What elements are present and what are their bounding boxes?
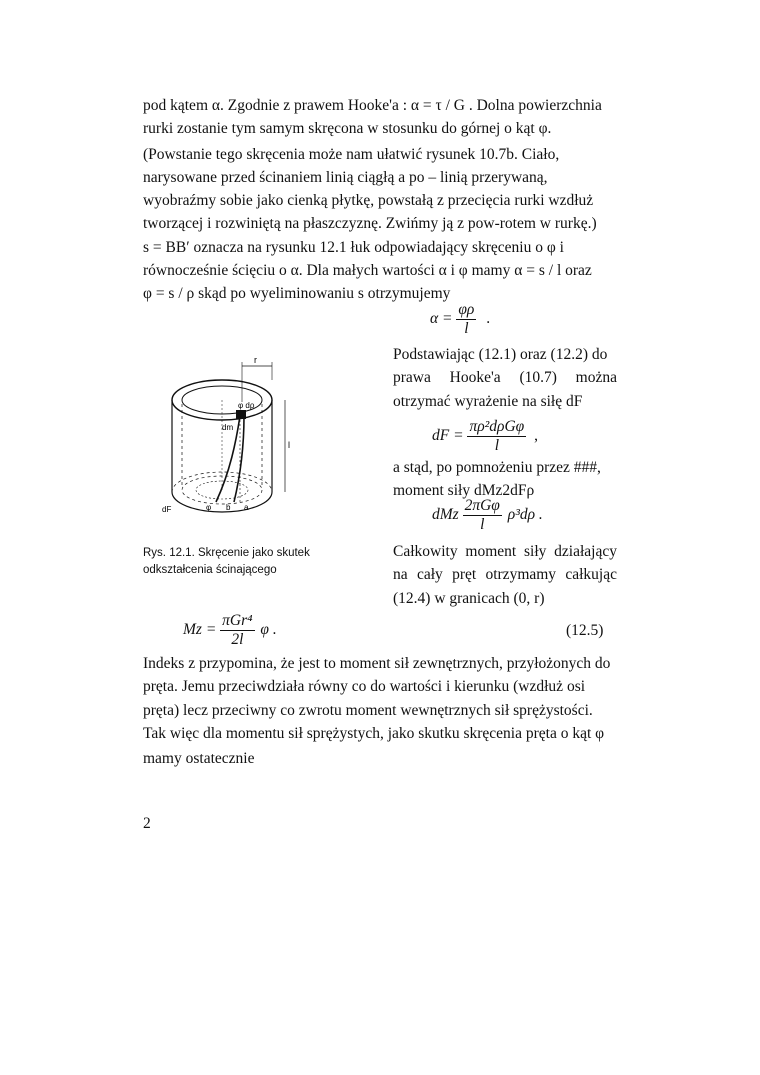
equation-lhs: α = bbox=[430, 310, 453, 328]
equation-tail: . bbox=[486, 310, 491, 328]
equation-lhs: dMz bbox=[432, 506, 459, 524]
numerator: πGr⁴ bbox=[222, 612, 253, 629]
equation-number: (12.5) bbox=[566, 622, 604, 639]
label-a: a bbox=[244, 503, 249, 512]
text-line: pod kątem α. Zgodnie z prawem Hooke'a : α = τ / G . Dolna powierzchnia bbox=[143, 97, 602, 114]
label-l: l bbox=[288, 440, 290, 450]
text-line: (12.4) w granicach (0, r) bbox=[393, 589, 545, 607]
text-line: Podstawiając (12.1) oraz (12.2) do bbox=[393, 346, 608, 363]
text-line: Całkowity moment siły działający bbox=[393, 543, 617, 560]
caption-line: odkształcenia ścinającego bbox=[143, 564, 277, 576]
intro-paragraph bbox=[143, 94, 617, 306]
text-line: na cały pręt otrzymamy całkując bbox=[393, 566, 617, 584]
equation-dMz bbox=[432, 497, 543, 534]
text-line: tworzącej i rozwiniętą na płaszczyznę. Zwińmy ją z pow-rotem w rurkę.) bbox=[143, 215, 597, 233]
denominator: l bbox=[480, 516, 485, 533]
text-line: φ = s / ρ skąd po wyeliminowaniu s otrzymujemy bbox=[143, 285, 451, 303]
text-line: prawa Hooke'a (10.7) można bbox=[393, 369, 617, 387]
text-line: otrzymać wyrażenie na siłę dF bbox=[393, 392, 583, 410]
equation-lhs: Mz = bbox=[183, 621, 217, 639]
fraction bbox=[463, 497, 502, 534]
right-column-2 bbox=[393, 456, 617, 503]
label-phi: φ bbox=[206, 503, 212, 512]
text-line: wyobraźmy sobie jako cienką płytkę, powstałą z przecięcia rurki wzdłuż bbox=[143, 192, 594, 210]
text-line: moment siły dMz2dFρ bbox=[393, 482, 535, 500]
right-column bbox=[393, 343, 617, 413]
numerator: πρ²dρGφ bbox=[469, 418, 525, 435]
label-dphi: φ dρ bbox=[238, 401, 255, 410]
text-line: Indeks z przypomina, że jest to moment sił zewnętrznych, przyłożonych do bbox=[143, 655, 611, 672]
equation-lhs: dF = bbox=[432, 427, 464, 445]
equation-tail: φ . bbox=[260, 621, 277, 639]
equation-dF bbox=[432, 418, 538, 455]
equation-tail: , bbox=[534, 427, 538, 445]
text-line: pręta) lecz przeciwny co zwrotu moment wewnętrznych sił sprężystości. bbox=[143, 701, 593, 719]
caption-line: Rys. 12.1. Skręcenie jako skutek bbox=[143, 547, 310, 559]
cylinder-figure bbox=[160, 352, 300, 522]
text-line: pręta. Jemu przeciwdziała równy co do wartości i kierunku (wzdłuż osi bbox=[143, 678, 586, 696]
equation-tail: ρ³dρ . bbox=[507, 506, 543, 524]
right-column-3 bbox=[393, 540, 617, 610]
fraction bbox=[220, 612, 254, 649]
text-line: narysowane przed ścinaniem linią ciągłą a po – linią przerywaną, bbox=[143, 168, 548, 186]
equation-Mz bbox=[183, 612, 277, 649]
equation-alpha bbox=[430, 301, 490, 338]
denominator: 2l bbox=[231, 631, 244, 648]
text-line: Tak więc dla momentu sił sprężystych, jako skutku skręcenia pręta o kąt φ bbox=[143, 724, 605, 742]
numerator: φρ bbox=[458, 301, 475, 318]
label-dm: dm bbox=[222, 423, 234, 432]
label-r: r bbox=[254, 355, 257, 365]
text-line: mamy ostatecznie bbox=[143, 750, 255, 768]
label-dF: dF bbox=[162, 505, 172, 514]
text-line: równocześnie ścięciu o α. Dla małych wartości α i φ mamy α = s / l oraz bbox=[143, 262, 592, 280]
page-number: 2 bbox=[143, 815, 151, 832]
figure-caption bbox=[143, 545, 343, 579]
text-line: a stąd, po pomnożeniu przez ###, bbox=[393, 459, 601, 476]
fraction bbox=[467, 418, 526, 455]
text-line: rurki zostanie tym samym skręcona w stosunku do górnej o kąt φ. bbox=[143, 120, 552, 138]
text-line: s = BB′ oznacza na rysunku 12.1 łuk odpowiadający skręceniu o φ i bbox=[143, 238, 564, 256]
numerator: 2πGφ bbox=[464, 497, 500, 514]
fraction bbox=[456, 301, 476, 338]
closing-paragraph bbox=[143, 652, 617, 770]
label-b: b bbox=[226, 503, 231, 512]
text-line: (Powstanie tego skręcenia może nam ułatwić rysunek 10.7b. Ciało, bbox=[143, 145, 560, 163]
denominator: l bbox=[494, 437, 499, 454]
denominator: l bbox=[464, 320, 469, 337]
